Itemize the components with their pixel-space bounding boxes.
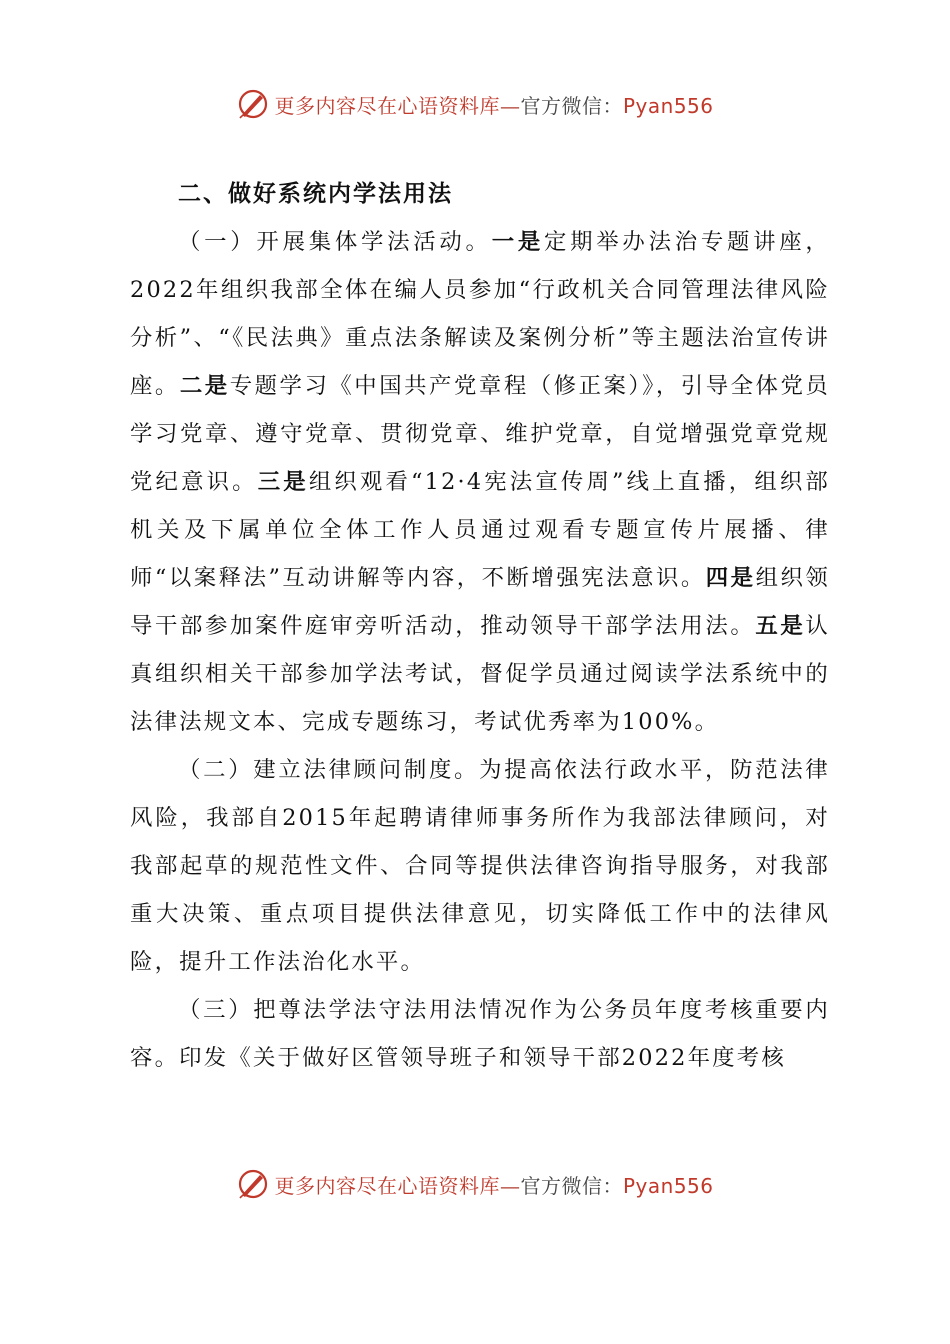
p1-text-3: 专题学习《中国共产党章程（修正案）》，引导全体党员学习党章、遵守党章、贯彻党章、维护党章，自觉增强党章党规党纪意识。: [130, 373, 830, 495]
banner-dash: —: [499, 93, 521, 118]
banner-account: Pyan556: [622, 93, 714, 118]
p1-text-2: 定期举办法治专题讲座，2022年组织我部全体在编人员参加“行政机关合同管理法律风险分析”、“《民法典》重点法条解读及案例分析”等主题法治宣传讲座。: [130, 229, 831, 399]
p1-text-1: （一）开展集体学法活动。: [178, 229, 492, 255]
banner-main-text: 更多内容尽在心语资料库: [274, 93, 500, 118]
quill-pen-logo-icon: [236, 1167, 270, 1201]
banner-text: [274, 1170, 713, 1199]
banner-text: [274, 90, 713, 119]
document-body: [130, 170, 830, 1082]
banner-wechat-label: 官方微信：: [520, 93, 623, 118]
p1-text-4: 组织观看“12·4宪法宣传周”线上直播，组织部机关及下属单位全体工作人员通过观看专题宣传片展播、律师“以案释法”互动讲解等内容，不断增强宪法意识。: [130, 469, 830, 591]
paragraph-2: （二）建立法律顾问制度。为提高依法行政水平，防范法律风险，我部自2015年起聘请律师事务所作为我部法律顾问，对我部起草的规范性文件、合同等提供法律咨询指导服务，对我部重大决策、重点项目提供法律意见，切实降低工作中的法律风险，提升工作法治化水平。: [130, 757, 830, 975]
footer-banner: [0, 1164, 950, 1204]
p1-bold-3: 三是: [257, 469, 309, 495]
banner-account: Pyan556: [622, 1173, 714, 1198]
paragraph-3: （三）把尊法学法守法用法情况作为公务员年度考核重要内容。印发《关于做好区管领导班子和领导干部2022年度考核: [130, 997, 830, 1071]
p1-bold-1: 一是: [491, 229, 544, 255]
p1-bold-2: 二是: [179, 373, 230, 399]
banner-dash: —: [499, 1173, 521, 1198]
p1-bold-5: 五是: [755, 613, 806, 639]
quill-pen-logo-icon: [236, 87, 270, 121]
banner-main-text: 更多内容尽在心语资料库: [274, 1173, 500, 1198]
paragraph-1: [130, 218, 830, 746]
banner-wechat-label: 官方微信：: [520, 1173, 623, 1198]
p1-text-6: 认真组织相关干部参加学法考试，督促学员通过阅读学法系统中的法律法规文本、完成专题练习，考试优秀率为100%。: [130, 613, 830, 735]
p1-text-5: 组织领导干部参加案件庭审旁听活动，推动领导干部学法用法。: [130, 565, 830, 639]
section-heading: 二、做好系统内学法用法: [178, 181, 453, 207]
p1-bold-4: 四是: [705, 565, 756, 591]
header-banner: [0, 84, 950, 124]
